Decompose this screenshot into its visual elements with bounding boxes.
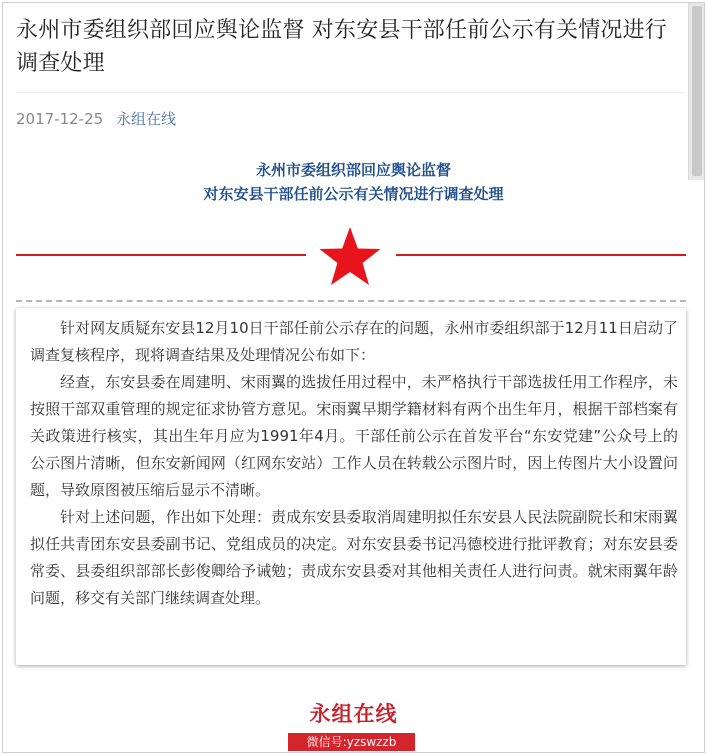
article-body [30, 315, 678, 612]
footer-wechat-id: 微信号:yzswzzb [288, 733, 415, 751]
scrollbar-thumb[interactable] [692, 6, 702, 176]
dashed-divider [16, 300, 686, 302]
publish-date: 2017-12-25 [16, 110, 104, 128]
scrollbar[interactable] [688, 2, 705, 180]
article-title: 永州市委组织部回应舆论监督 对东安县干部任前公示有关情况进行调查处理 [16, 18, 667, 76]
footer-brand: 永组在线 [309, 702, 398, 726]
subtitle-line-2: 对东安县干部任前公示有关情况进行调查处理 [203, 185, 504, 203]
subtitle-line-1: 永州市委组织部回应舆论监督 [255, 161, 451, 179]
title-divider [16, 92, 686, 93]
red-rule-right [396, 254, 686, 256]
footer-brand-logo [0, 699, 707, 729]
red-star-icon [316, 224, 384, 288]
article-meta [16, 108, 176, 129]
article-subtitle [0, 158, 707, 206]
paragraph-2: 经查，东安县委在周建明、宋雨翼的选拔任用过程中，未严格执行干部选拔任用工作程序，未按照干部双重管理的规定征求协管方意见。宋雨翼早期学籍材料有两个出生年月，根据干部档案有关政策进行核实，其出生年月应为1991年4月。干部任前公示在首发平台“东安党建”公众号上的公示图片清晰，但东安新闻网（红网东安站）工作人员在转载公示图片时，因上传图片大小设置问题，导致原图被压缩后显示不清晰。 [30, 373, 678, 499]
red-rule-left [16, 254, 306, 256]
paragraph-1: 针对网友质疑东安县12月10日干部任前公示存在的问题，永州市委组织部于12月11日启动了调查复核程序，现将调查结果及处理情况公布如下： [30, 319, 678, 364]
source-link[interactable]: 永组在线 [115, 110, 176, 128]
paragraph-3: 针对上述问题，作出如下处理：责成东安县委取消周建明拟任东安县人民法院副院长和宋雨翼拟任共青团东安县委副书记、党组成员的决定。对东安县委书记冯德校进行批评教育；对东安县委常委、县委组织部部长彭俊卿给予诫勉；责成东安县委对其他相关责任人进行问责。就宋雨翼年龄问题，移交有关部门继续调查处理。 [30, 508, 678, 607]
